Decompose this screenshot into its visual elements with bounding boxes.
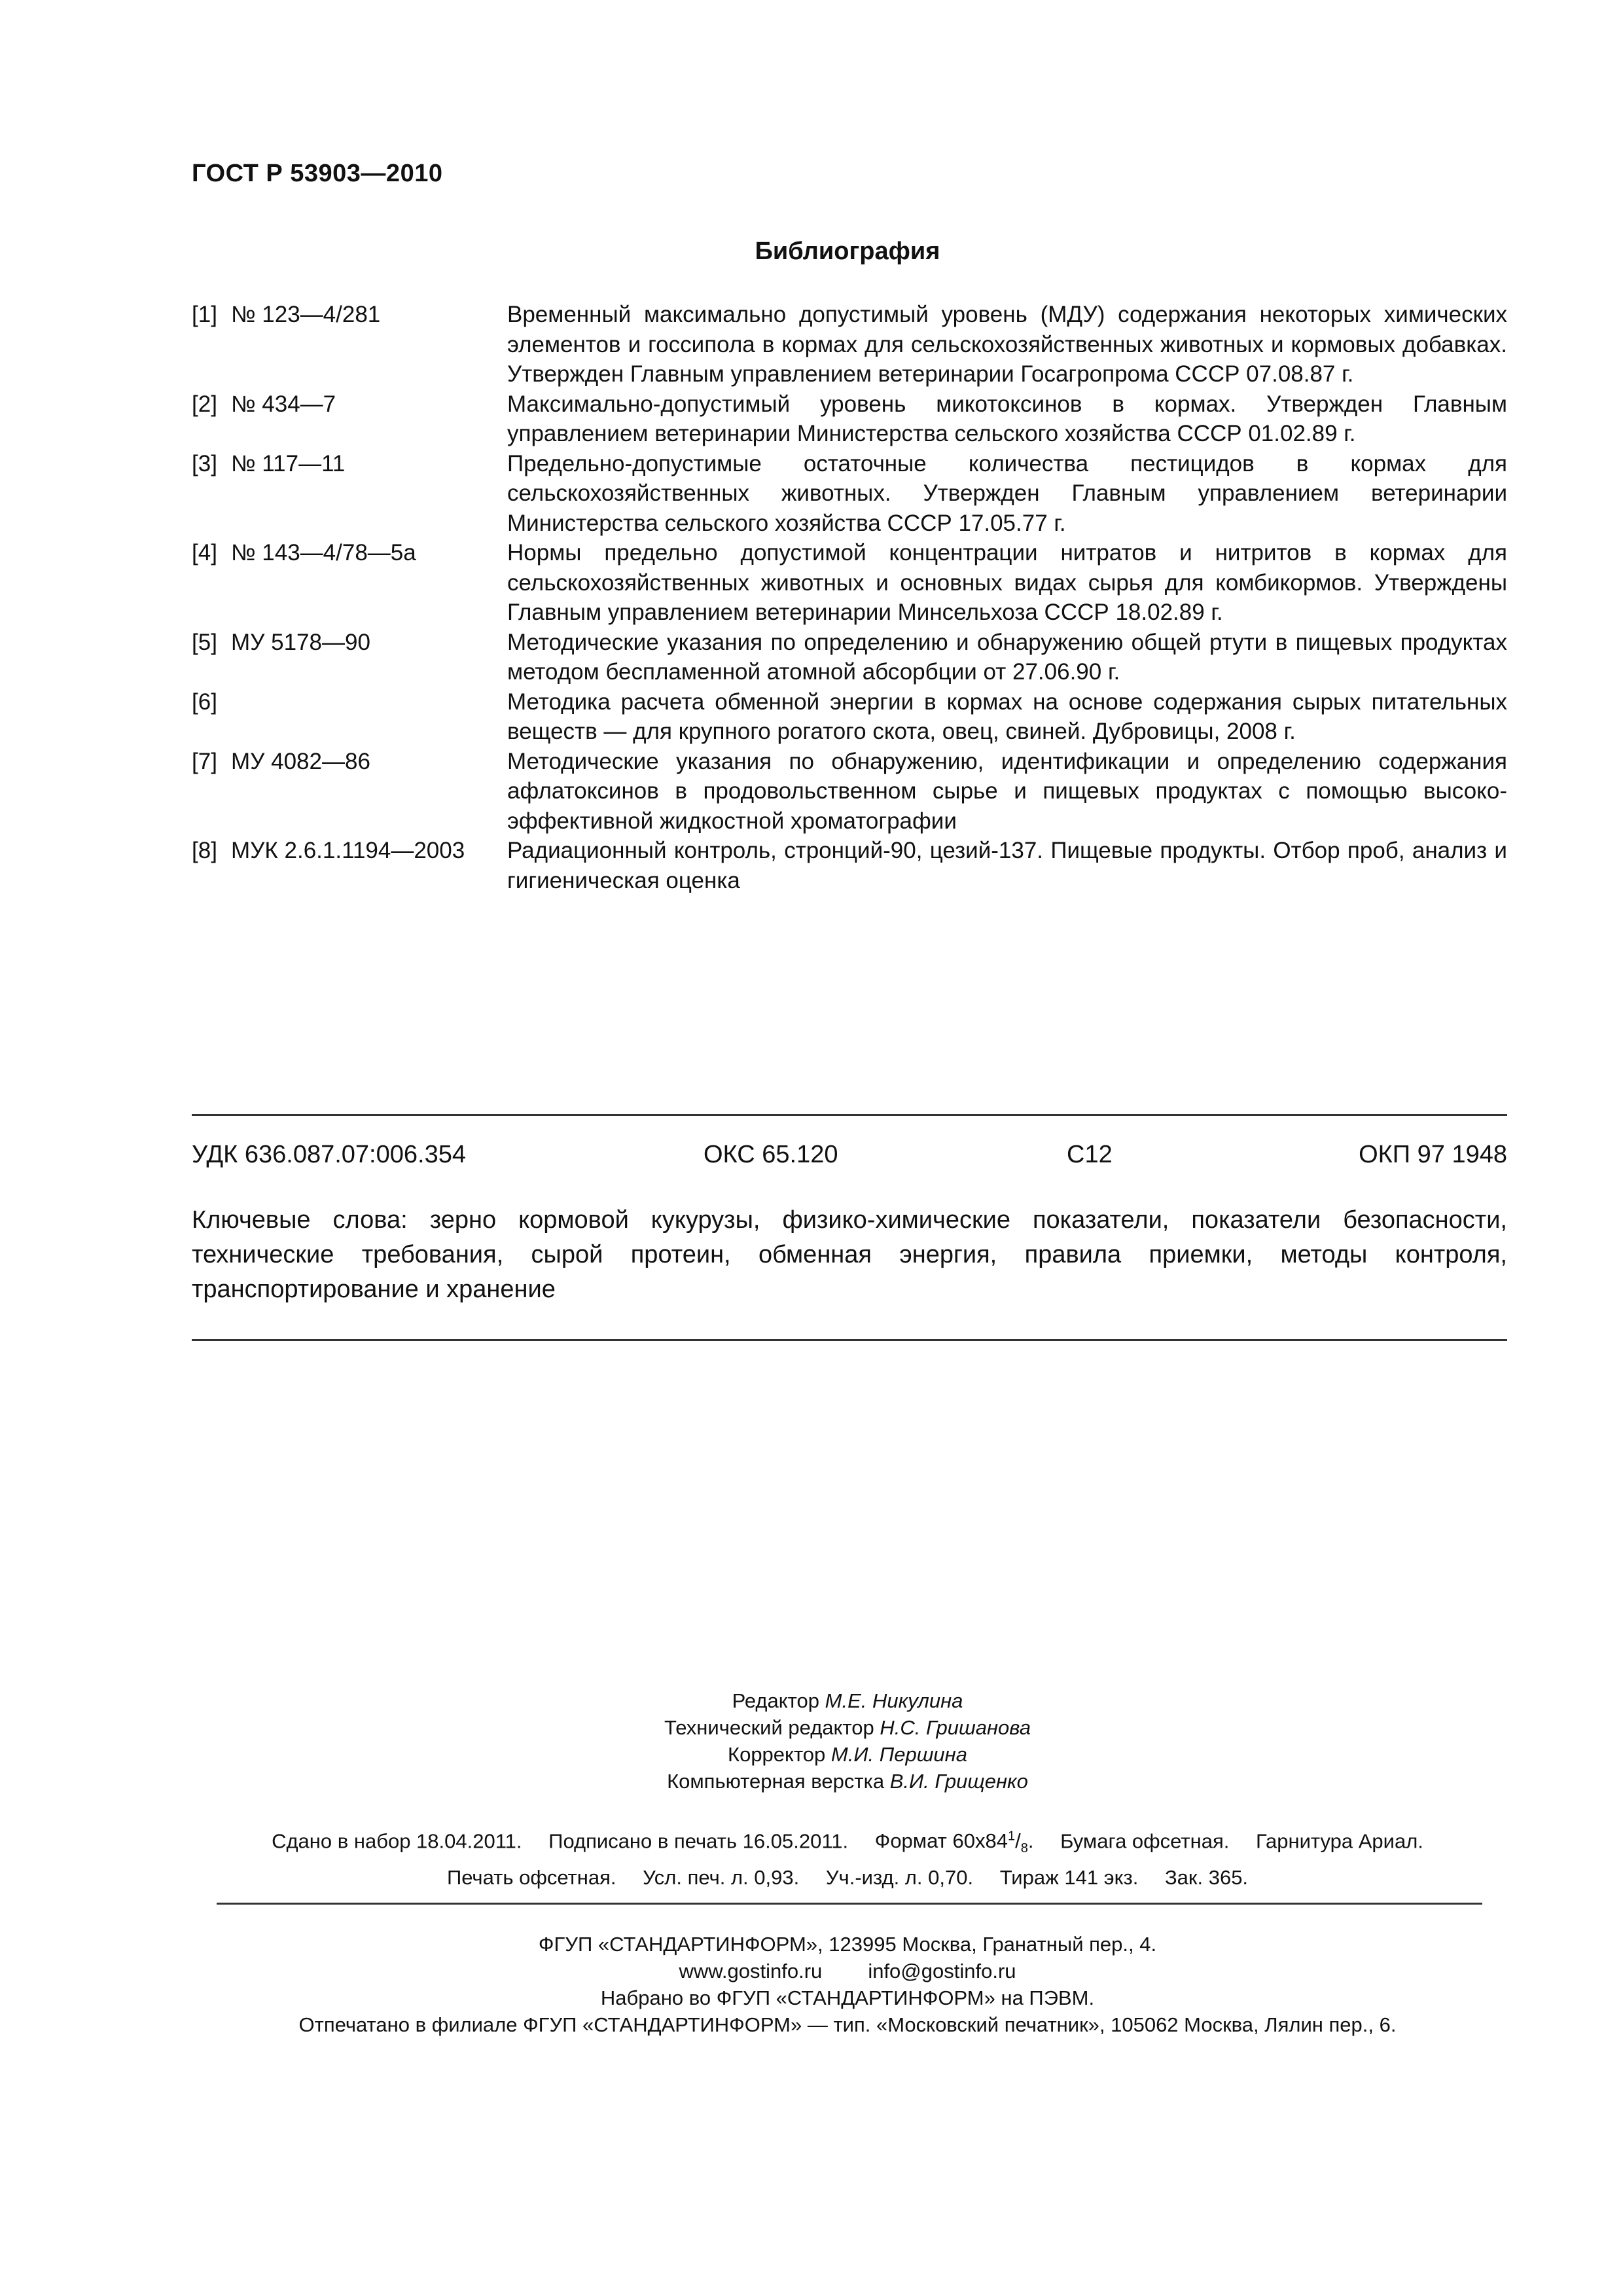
okp-code: ОКП 97 1948 — [1359, 1141, 1507, 1168]
imprint-line-2 — [0, 1863, 1623, 1892]
bibliography-item — [192, 449, 1507, 539]
imprint-print-sheets: Усл. печ. л. 0,93. — [643, 1865, 800, 1889]
credit-label: Компьютерная верстка — [667, 1770, 885, 1793]
imprint-format-prefix: Формат 60х84 — [874, 1829, 1008, 1853]
bibliography-text: Нормы предельно допустимой концентрации нитратов и нитритов в кормах для сельскохозяйственных животных и основных видах сырья для комбикормов. Утверждены Главным управлением ветеринарии Минсельхоза СССР 18.02.89 г. — [507, 540, 1507, 625]
imprint-pub-sheets: Уч.-изд. л. 0,70. — [825, 1865, 974, 1889]
bibliography-text: Радиационный контроль, стронций-90, цезий-137. Пищевые продукты. Отбор проб, анализ и гигиеническая оценка — [507, 838, 1507, 893]
imprint-order: Зак. 365. — [1164, 1865, 1249, 1889]
credits-block — [0, 1687, 1623, 1795]
bibliography-text: Методические указания по определению и обнаружению общей ртути в пищевых продуктах методом беспламенной атомной абсорбции от 27.06.90 г. — [507, 629, 1507, 685]
credit-tech-editor — [0, 1714, 1623, 1741]
bibliography-item — [192, 389, 1507, 449]
credit-name: М.Е. Никулина — [825, 1689, 963, 1712]
publisher-block — [0, 1931, 1623, 2038]
imprint-line-1 — [0, 1823, 1623, 1863]
oks-code: ОКС 65.120 — [704, 1141, 838, 1168]
imprint-format-sup: 1 — [1007, 1829, 1016, 1844]
imprint-run: Тираж 141 экз. — [999, 1865, 1139, 1889]
bibliography-item — [192, 538, 1507, 628]
bibliography-title: Библиография — [755, 238, 940, 265]
bibliography-code: № 117—11 — [231, 450, 346, 476]
divider-keywords — [192, 1339, 1507, 1341]
publisher-email: info@gostinfo.ru — [868, 1960, 1016, 1982]
imprint-format-suffix: . — [1027, 1829, 1034, 1853]
publisher-address: ФГУП «СТАНДАРТИНФОРМ», 123995 Москва, Гранатный пер., 4. — [538, 1933, 1157, 1956]
imprint-print-type: Печать офсетная. — [446, 1865, 616, 1889]
bibliography-number: [6] — [192, 689, 217, 715]
bibliography-text: Максимально-допустимый уровень микотоксинов в кормах. Утвержден Главным управлением ветеринарии Министерства сельского хозяйства СССР 01.02.89 г. — [507, 391, 1507, 446]
publisher-contacts — [0, 1958, 1623, 1984]
imprint-format-sub: 8 — [1020, 1841, 1028, 1856]
credit-label: Корректор — [728, 1743, 826, 1766]
credit-name: В.И. Грищенко — [889, 1770, 1028, 1793]
imprint-block — [0, 1823, 1623, 1892]
imprint-typeface: Гарнитура Ариал. — [1255, 1829, 1423, 1853]
bibliography-number: [3] — [192, 450, 217, 476]
bibliography-number: [1] — [192, 302, 217, 327]
bibliography-code: МУ 5178—90 — [231, 629, 370, 655]
bibliography-item — [192, 300, 1507, 389]
document-code: ГОСТ Р 53903—2010 — [192, 160, 443, 187]
divider-imprint — [217, 1903, 1482, 1905]
bibliography-text: Методика расчета обменной энергии в кормах на основе содержания сырых питательных веществ — для крупного рогатого скота, овец, свиней. Дубровицы, 2008 г. — [507, 689, 1507, 744]
credit-editor — [0, 1687, 1623, 1714]
credit-name: М.И. Першина — [830, 1743, 967, 1766]
publisher-printed: Отпечатано в филиале ФГУП «СТАНДАРТИНФОРМ» — тип. «Московский печатник», 105062 Москва, Лялин пер., 6. — [298, 2013, 1397, 2036]
bibliography-item — [192, 747, 1507, 836]
bibliography-code: МУК 2.6.1.1194—2003 — [231, 838, 465, 863]
bibliography-number: [4] — [192, 540, 217, 565]
bibliography-code — [231, 687, 507, 747]
c12-code: С12 — [1067, 1141, 1113, 1168]
bibliography-code: № 143—4/78—5а — [231, 540, 416, 565]
bibliography-number: [2] — [192, 391, 217, 417]
bibliography-list — [192, 300, 1507, 895]
bibliography-code: МУ 4082—86 — [231, 748, 370, 774]
imprint-signed: Подписано в печать 16.05.2011. — [548, 1829, 849, 1853]
publisher-typeset: Набрано во ФГУП «СТАНДАРТИНФОРМ» на ПЭВМ. — [600, 1986, 1095, 2009]
bibliography-number: [7] — [192, 748, 217, 774]
credit-layout — [0, 1768, 1623, 1795]
credit-name: Н.С. Гришанова — [880, 1716, 1031, 1739]
imprint-submitted: Сдано в набор 18.04.2011. — [272, 1829, 522, 1853]
bibliography-text: Методические указания по обнаружению, идентификации и определению содержания афлатоксинов в продовольственном сырье и пищевых продуктах с помощью высоко-эффективной жидкостной хроматографии — [507, 748, 1507, 834]
publisher-website: www.gostinfo.ru — [679, 1960, 823, 1982]
classification-row — [192, 1141, 1507, 1169]
credit-corrector — [0, 1741, 1623, 1768]
bibliography-item — [192, 836, 1507, 895]
bibliography-text: Временный максимально допустимый уровень (МДУ) содержания некоторых химических элементов и госсипола в кормах для сельскохозяйственных животных и кормовых добавках. Утвержден Главным управлением ветеринарии Госагропрома СССР 07.08.87 г. — [507, 302, 1507, 387]
udk-code: УДК 636.087.07:006.354 — [192, 1141, 466, 1168]
credit-label: Технический редактор — [664, 1716, 874, 1739]
imprint-format: Формат $60х84^1/_8$. — [874, 1829, 1034, 1856]
bibliography-number: [8] — [192, 838, 217, 863]
keywords: Ключевые слова: зерно кормовой кукурузы, физико-химические показатели, показатели безопасности, технические требования, сырой протеин, обменная энергия, правила приемки, методы контроля, транспортирование и хранение — [192, 1206, 1507, 1303]
imprint-paper: Бумага офсетная. — [1060, 1829, 1230, 1853]
bibliography-text: Предельно-допустимые остаточные количества пестицидов в кормах для сельскохозяйственных животных. Утвержден Главным управлением ветеринарии Министерства сельского хозяйства СССР 17.05.77 г. — [507, 450, 1507, 536]
bibliography-code: № 123—4/281 — [231, 302, 381, 327]
bibliography-number: [5] — [192, 629, 217, 655]
bibliography-code: № 434—7 — [231, 391, 336, 417]
divider-top — [192, 1114, 1507, 1116]
credit-label: Редактор — [732, 1689, 820, 1712]
bibliography-item — [192, 687, 1507, 747]
bibliography-item — [192, 628, 1507, 687]
